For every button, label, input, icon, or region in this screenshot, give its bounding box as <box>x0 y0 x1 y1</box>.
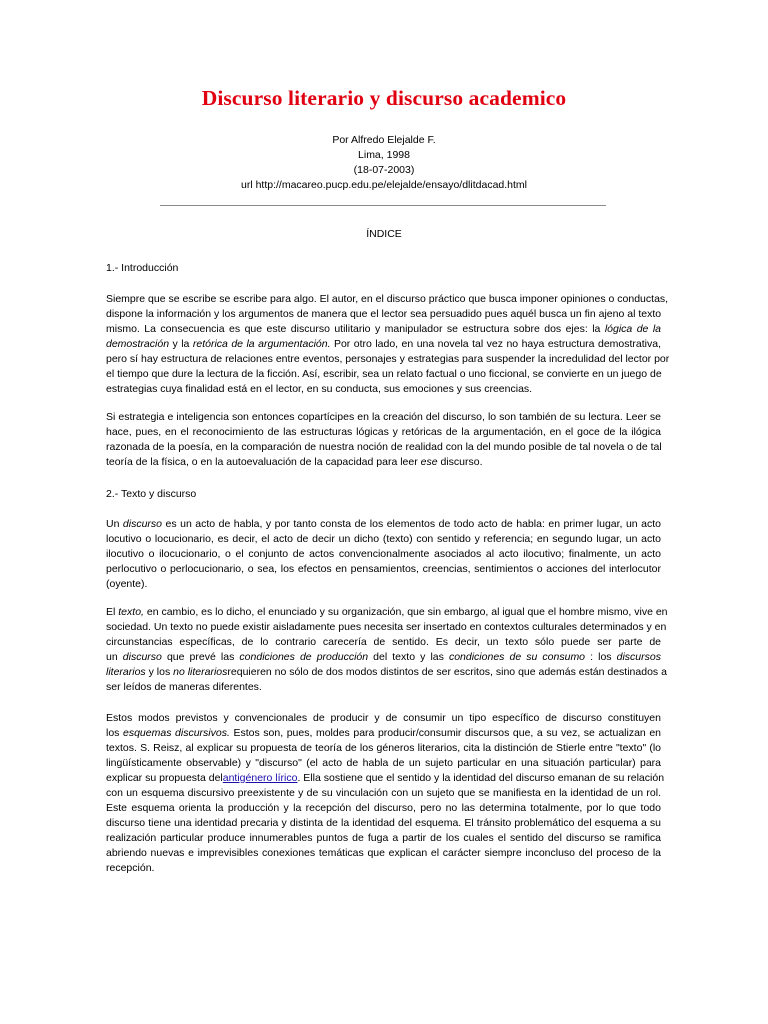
paragraph-line <box>106 861 661 876</box>
paragraph-line <box>106 650 661 665</box>
text-run: hace, pues, en el reconocimiento de las estructuras lógicas y retóricas de la argumentación, en el goce de la ilógica <box>106 426 661 438</box>
paragraph <box>106 605 668 695</box>
paragraph-line <box>106 711 661 726</box>
text-run: Si estrategia e inteligencia son entonces copartícipes en la creación del discurso, lo son también de su lectura. Leer se <box>106 411 661 423</box>
paragraph-line <box>106 352 670 367</box>
italic-term: demostración <box>106 338 170 350</box>
byline-place-year: Lima, 1998 <box>358 149 410 161</box>
text-run: los <box>106 727 123 739</box>
paragraph-line <box>106 410 661 425</box>
italic-term: ese <box>420 456 438 468</box>
byline-date: (18-07-2003) <box>353 164 415 176</box>
italic-term: discursos <box>616 651 661 663</box>
paragraph-line <box>106 680 661 695</box>
paragraph-line <box>106 547 661 562</box>
paragraph-line <box>106 816 661 831</box>
paragraph-line <box>106 726 661 741</box>
text-run: (oyente). <box>106 578 148 590</box>
index-label: ÍNDICE <box>366 228 402 240</box>
italic-term: discurso <box>122 651 162 663</box>
paragraph-line <box>106 635 661 650</box>
paragraph-line <box>106 665 667 680</box>
text-run: : los <box>585 651 617 663</box>
paragraph-line <box>106 562 661 577</box>
text-run: dispone la información y los argumentos de manera que el lector sea persuadido pues aquél busca un fin ajeno al texto <box>106 308 662 320</box>
paragraph-line <box>106 517 661 532</box>
text-run: es un acto de habla, y por tanto consta de los elementos de todo acto de habla: en primer lugar, un acto <box>162 518 661 530</box>
paragraph-line <box>106 846 661 861</box>
paragraph <box>106 711 665 876</box>
text-run: lingüísticamente observable) y "discurso" (el acto de habla de un sujeto particular en una situación particular) para <box>106 757 661 769</box>
italic-term: retórica de la argumentación. <box>192 338 331 350</box>
paragraph-line <box>106 307 661 322</box>
text-run: requieren no sólo de dos modos distintos de ser escritos, sino que además están destinados a <box>227 666 667 678</box>
italic-term: condiciones de producción <box>239 651 369 663</box>
paragraph-line <box>106 440 661 455</box>
paragraph-line <box>106 741 661 756</box>
text-run: el tiempo que dure la lectura de la ficción. Así, escribir, sea un relato factual o uno ficcional, se convierte en un juego de <box>106 368 662 380</box>
paragraph-line <box>106 801 661 816</box>
italic-term: texto, <box>118 606 144 618</box>
text-run: . Ella sostiene que el sentido y la identidad del discurso emanan de su relación <box>297 772 665 784</box>
text-run: locutivo o locucionario, es decir, el acto de decir un dicho (texto) con sentido y referencia; en segundo lugar, un acto <box>106 533 661 545</box>
paragraph-line <box>106 605 668 620</box>
text-run: textos. S. Reisz, al explicar su propuesta de teoría de los géneros literarios, cita la distinción de Stierle entre "texto" (lo <box>106 742 661 754</box>
text-run: circunstancias específicas, de lo contrario carecería de sentido. Es decir, un texto sólo puede ser parte de <box>106 636 661 648</box>
paragraph-line <box>106 425 661 440</box>
text-run: sociedad. Un texto no puede existir aisladamente pues necesita ser insertado en contextos culturales determinados y en <box>106 621 667 633</box>
italic-term: discurso <box>122 518 163 530</box>
paragraph-line <box>106 786 661 801</box>
text-run: ser leídos de maneras diferentes. <box>106 681 262 693</box>
text-run: y la <box>169 338 193 350</box>
paragraph-line <box>106 756 661 771</box>
paragraph <box>106 517 661 592</box>
text-run: abriendo nuevas e imprevisibles conexiones temáticas que explican el carácter siempre inconcluso del proceso de la <box>106 847 661 859</box>
text-run: discurso tiene una identidad precaria y distinta de la identidad del esquema. El tránsito problemático del esquema a su <box>106 817 661 829</box>
text-run: discurso. <box>437 456 483 468</box>
text-run: mismo. La consecuencia es que este discurso utilitario y manipulador se estructura sobre dos ejes: la <box>106 323 605 335</box>
section-heading-texto-y-discurso: 2.- Texto y discurso <box>106 488 197 500</box>
byline-author: Por Alfredo Elejalde F. <box>332 134 436 146</box>
section-heading-introduccion: 1.- Introducción <box>106 262 179 274</box>
paragraph-line <box>106 577 661 592</box>
italic-term: condiciones de su consumo <box>448 651 586 663</box>
paragraph-line <box>106 620 667 635</box>
paragraph-line <box>106 455 661 470</box>
text-run: Este esquema orienta la producción y la recepción del discurso, pero no las determina totalmente, por lo que todo <box>106 802 661 814</box>
text-run: El <box>106 606 119 618</box>
paragraph-line <box>106 831 661 846</box>
text-run: teoría de la física, o en la autoevaluación de la capacidad para leer <box>106 456 421 468</box>
paragraph-line <box>106 367 661 382</box>
italic-term: esquemas discursivos. <box>123 727 230 739</box>
text-run: realización particular produce innumerables puntos de fuga a partir de los cuales el sentido del discurso se ramifica <box>106 832 661 844</box>
paragraph <box>106 292 670 397</box>
paragraph-line <box>106 292 669 307</box>
text-run: razonada de la poesía, en la comparación de nuestra noción de realidad con la del mundo posible de tal novela o de tal <box>106 441 662 453</box>
text-run: un <box>106 651 123 663</box>
text-run: Por otro lado, en una novela tal vez no haya estructura demostrativa, <box>330 338 661 350</box>
paragraph-line <box>106 532 661 547</box>
text-run: Estos son, pues, moldes para producir/consumir discursos que, a su vez, se actualizan en <box>229 727 661 739</box>
paragraph-line <box>106 382 661 397</box>
text-run: Un <box>106 518 123 530</box>
text-run: pero sí hay estructura de relaciones entre eventos, personajes y estrategias para suspender la incredulidad del lector por <box>106 353 670 365</box>
text-run: ilocutivo o ilocucionario, o el conjunto de actos convencionalmente asociados al acto ilocutivo; finalmente, un acto <box>106 548 661 560</box>
text-run: recepción. <box>106 862 155 874</box>
text-run: con un esquema discursivo preexistente y de su vinculación con un sujeto que se manifiesta en la identidad de un rol. <box>106 787 661 799</box>
italic-term: literarios <box>106 666 146 678</box>
document-title: Discurso literario y discurso academico <box>201 86 567 110</box>
horizontal-rule <box>160 205 606 206</box>
paragraph-line <box>106 771 665 786</box>
paragraph-line <box>106 322 661 337</box>
text-run: y los <box>145 666 174 678</box>
italic-term: no literarios <box>173 666 228 678</box>
inline-link[interactable]: antigénero lírico <box>222 772 298 784</box>
text-run: que prevé las <box>161 651 240 663</box>
paragraph-line <box>106 337 661 352</box>
text-run: en cambio, es lo dicho, el enunciado y su organización, que sin embargo, al igual que el hombre mismo, vive en <box>143 606 668 618</box>
text-run: Estos modos previstos y convencionales de producir y de consumir un tipo específico de discurso constituyen <box>106 712 661 724</box>
text-run: explicar su propuesta del <box>106 772 223 784</box>
byline <box>0 133 768 193</box>
text-run: del texto y las <box>368 651 449 663</box>
paragraph <box>106 410 661 470</box>
text-run: perlocutivo o perlocucionario, o sea, los efectos en pensamientos, creencias, sentimientos o acciones del interlocutor <box>106 563 661 575</box>
text-run: estrategias cuya finalidad está en el lector, en su conducta, sus emociones y sus creencias. <box>106 383 533 395</box>
italic-term: lógica de la <box>604 323 661 335</box>
byline-url: url http://macareo.pucp.edu.pe/elejalde/ensayo/dlitdacad.html <box>240 179 527 191</box>
text-run: Siempre que se escribe se escribe para algo. El autor, en el discurso práctico que busca imponer opiniones o conductas, <box>106 293 669 305</box>
